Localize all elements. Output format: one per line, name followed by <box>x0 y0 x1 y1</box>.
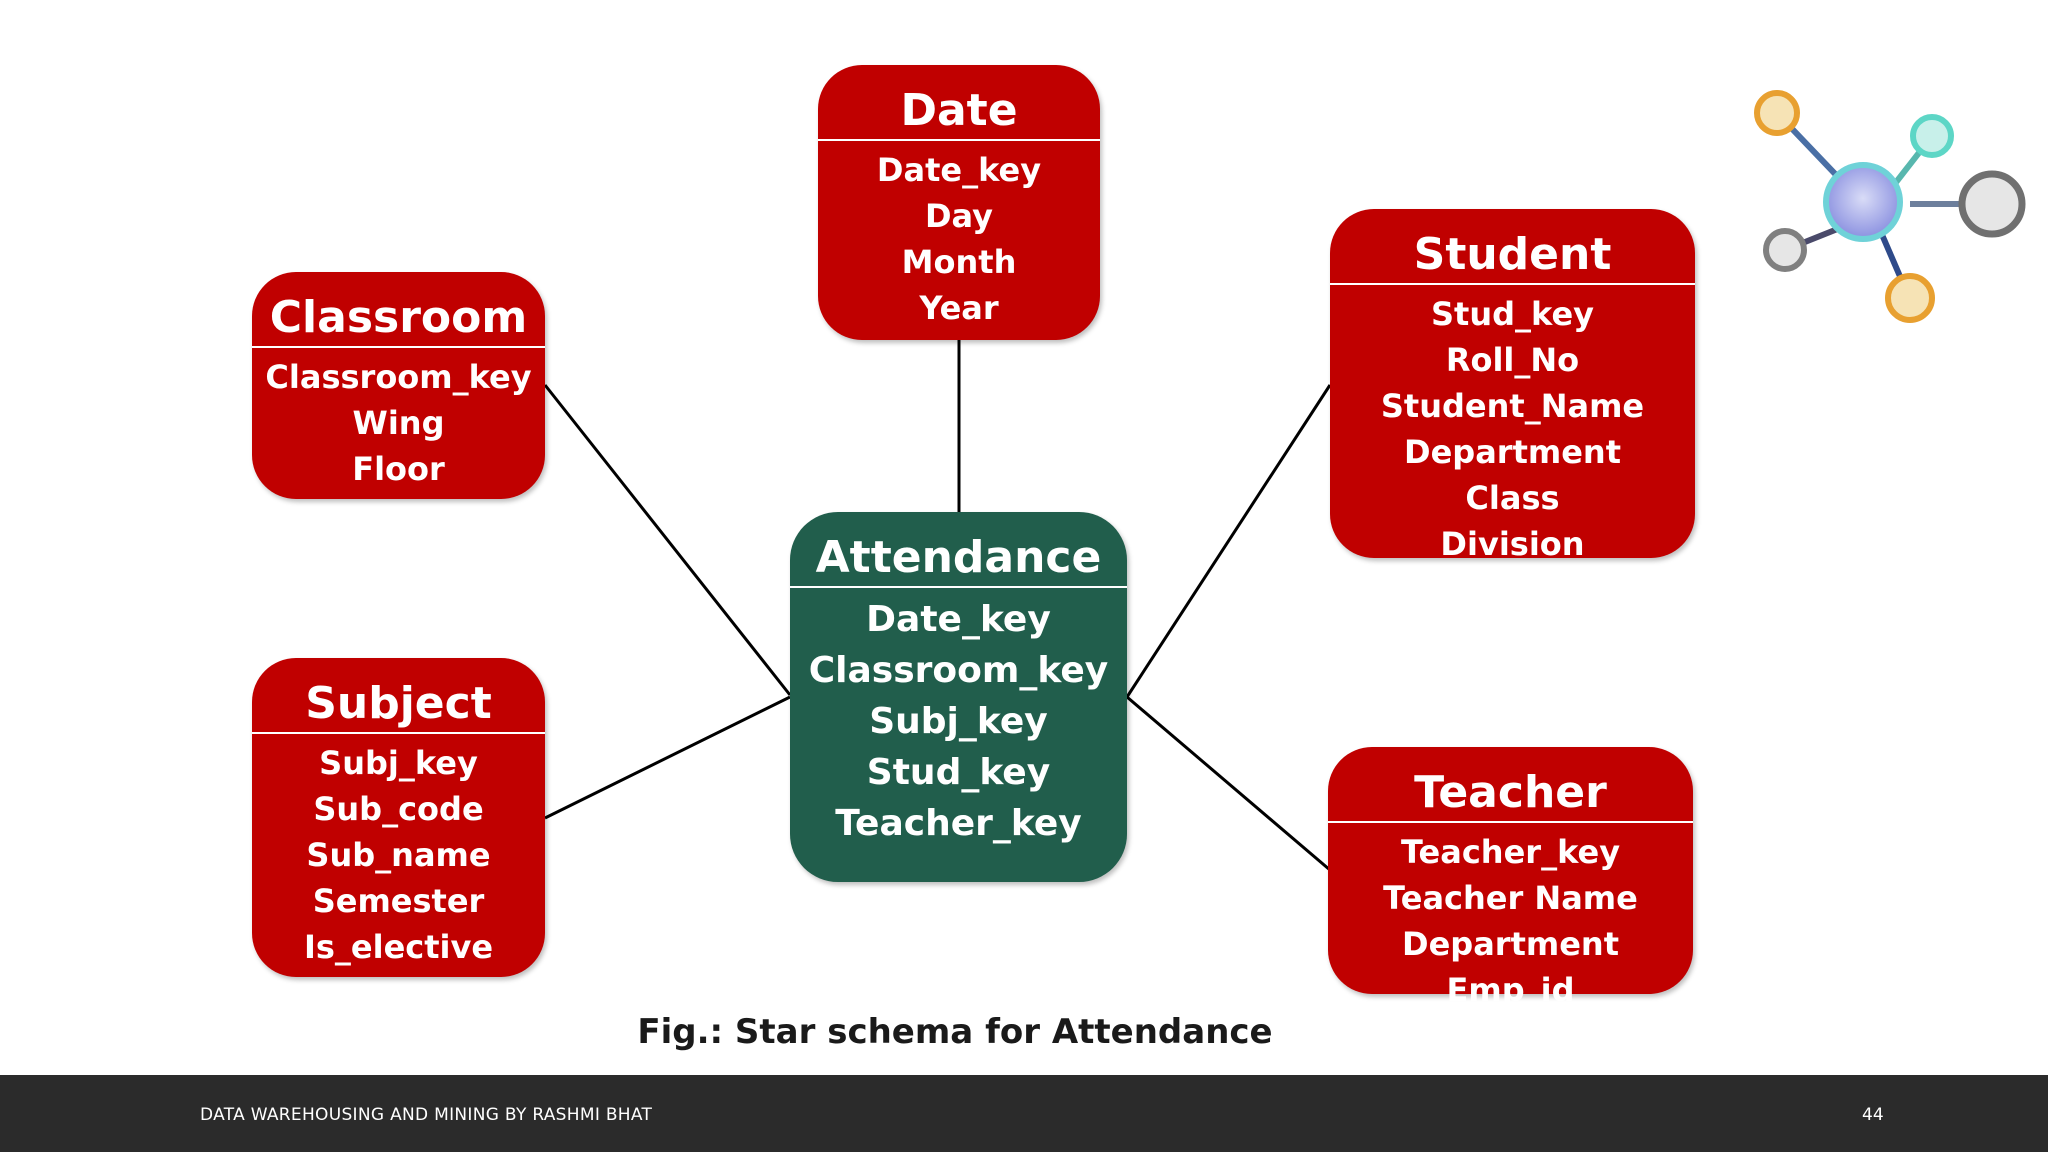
entity-field: Sub_code <box>313 790 484 828</box>
entity-field: Emp_id <box>1446 971 1575 1009</box>
entity-subject <box>252 658 545 977</box>
entity-classroom <box>252 272 545 499</box>
entity-title: Date <box>818 65 1100 141</box>
connector-classroom <box>545 385 790 695</box>
entity-field: Wing <box>352 404 445 442</box>
entity-field: Month <box>901 243 1017 281</box>
footer-text: DATA WAREHOUSING AND MINING BY RASHMI BHAT <box>200 1105 653 1125</box>
entity-field: Floor <box>352 450 445 488</box>
entity-title: Subject <box>252 658 545 734</box>
page-number: 44 <box>1862 1105 1884 1125</box>
connector-student <box>1127 385 1330 697</box>
entity-date <box>818 65 1100 340</box>
entity-fields <box>790 588 1127 849</box>
entity-field: Year <box>919 289 999 327</box>
entity-fields <box>1328 823 1693 1013</box>
entity-fields <box>818 141 1100 331</box>
entity-field: Stud_key <box>1430 295 1594 333</box>
entity-student <box>1330 209 1695 563</box>
entity-field: Roll_No <box>1445 341 1580 379</box>
connector-subject <box>545 697 790 818</box>
entity-field: Date_key <box>876 151 1042 189</box>
entity-field: Class <box>1465 479 1560 517</box>
entity-title: Classroom <box>252 272 545 348</box>
entity-field: Classroom_key <box>265 358 532 396</box>
entity-field: Classroom_key <box>808 650 1109 691</box>
entity-field: Stud_key <box>866 752 1051 793</box>
entity-field: Division <box>1440 525 1585 563</box>
entity-fields <box>252 348 545 492</box>
network-nodes-icon <box>1740 80 2040 340</box>
connector-teacher <box>1127 697 1330 870</box>
entity-field: Teacher Name <box>1383 879 1638 917</box>
figure-caption: Fig.: Star schema for Attendance <box>637 1012 1273 1052</box>
entity-field: Teacher_key <box>1400 833 1621 871</box>
entity-field: Date_key <box>866 599 1051 640</box>
entity-field: Teacher_key <box>835 803 1082 844</box>
entity-title: Teacher <box>1328 747 1693 823</box>
entity-field: Student_Name <box>1380 387 1645 425</box>
entity-field: Department <box>1404 433 1621 471</box>
entity-field: Subj_key <box>869 701 1048 742</box>
entity-attendance-fact <box>790 512 1127 882</box>
entity-teacher <box>1328 747 1693 1009</box>
entity-fields <box>1330 285 1695 567</box>
entity-field: Sub_name <box>306 836 491 874</box>
entity-fields <box>252 734 545 970</box>
entity-title: Student <box>1330 209 1695 285</box>
entity-field: Is_elective <box>303 928 494 966</box>
footer-bar <box>0 1075 2048 1152</box>
entity-title: Attendance <box>790 512 1127 588</box>
entity-field: Semester <box>312 882 485 920</box>
entity-field: Subj_key <box>319 744 478 782</box>
entity-field: Day <box>924 197 994 235</box>
entity-field: Department <box>1402 925 1619 963</box>
